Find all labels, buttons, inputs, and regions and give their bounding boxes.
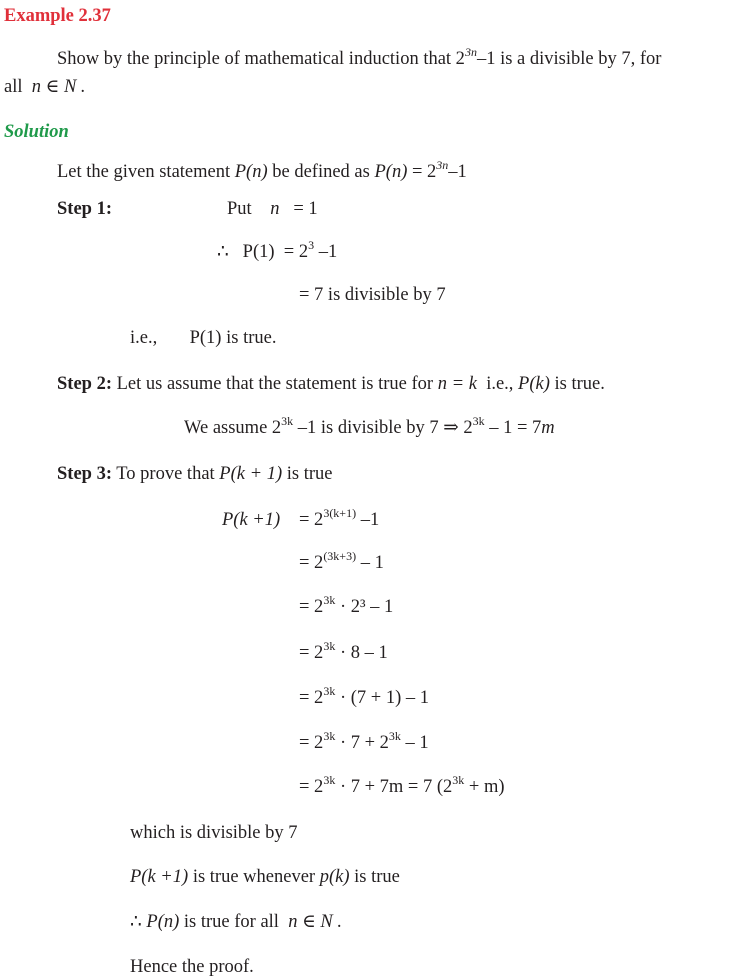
step-3-eq-3: = $2^{3k} \cdot 2^3 - 1$ [299,593,394,617]
step-1-put: Put n = 1 [227,199,318,219]
step-2-assumption: We assume $2^{3k}$ –1 is divisible by 7 ⇒ $2^{3k} - 1 = 7m$ [184,414,555,438]
step-3-line: Step 3: To prove that P(k + 1) is true [57,464,333,484]
final-line: ∴ P(n) is true for all n ∈ N . [130,912,342,932]
divisible-line: which is divisible by 7 [130,823,298,843]
proof-line: Hence the proof. [130,957,254,977]
step-3-eq-7: = $2^{3k} \cdot 7 + 7m = 7$ $(2^{3k} + m)$ [299,773,505,797]
step-3-eq-2: = $2^{(3k+3)} - 1$ [299,549,384,573]
step-2-line: Step 2: Let us assume that the statement is true for n = k i.e., P(k) is true. [57,374,605,394]
step-3-eq-5: = $2^{3k} \cdot (7 + 1) - 1$ [299,684,429,708]
problem-line-1: Show by the principle of mathematical induction that $2^{3n}-1$ is a divisible by 7, for [57,45,662,69]
step-3-eq-1: = $2^{3(k+1)}$ –1 [299,506,380,530]
step-1-conclusion: i.e., P(1) is true. [130,328,277,348]
step-3-eq-6: = $2^{3k} \cdot 7 + 2^{3k} - 1$ [299,729,429,753]
step-1-result: = 7 is divisible by 7 [299,285,446,305]
step-1-p1: ∴ $P(1) = 2^3$ –1 [217,238,338,262]
statement-line: Let the given statement P(n) be defined as $P(n) = 2^{3n}-1$ [57,158,467,182]
step-3-lhs: P(k +1) [222,510,281,530]
step-3-eq-4: = $2^{3k} \cdot 8 - 1$ [299,639,388,663]
example-heading: Example 2.37 [4,6,111,26]
step-1-label: Step 1: [57,199,112,219]
problem-line-2: all n ∈ N . [4,77,86,97]
whenever-line: P(k +1) is true whenever p(k) is true [130,867,400,887]
solution-label: Solution [4,122,69,142]
